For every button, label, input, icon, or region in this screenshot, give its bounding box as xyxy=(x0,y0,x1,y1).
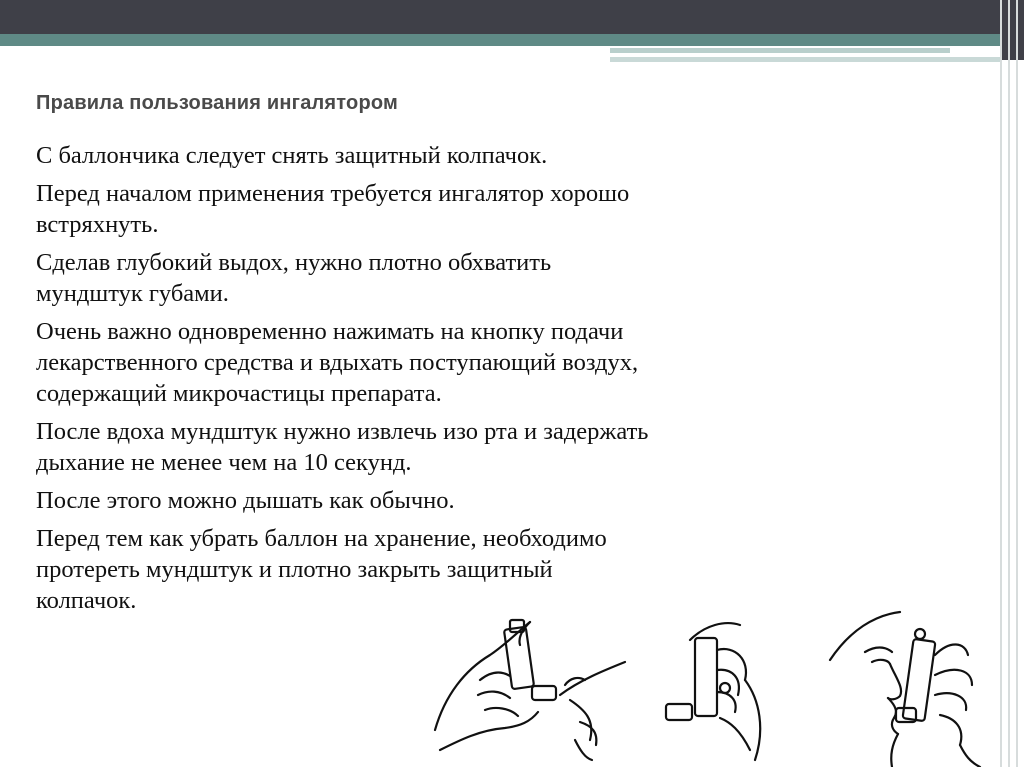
instruction-paragraph-7: Перед тем как убрать баллон на хранение, необходимо протереть мундштук и плотно закрыть защитный колпачок. xyxy=(36,525,607,614)
instruction-paragraph-5: После вдоха мундштук нужно извлечь изо рта и задержать дыхание не менее чем на 10 секунд. xyxy=(36,418,649,476)
inhale-drawing xyxy=(830,612,980,767)
instruction-paragraph-4: Очень важно одновременно нажимать на кнопку подачи лекарственного средства и вдыхать поступающий воздух, содержащий микрочастицы препарата. xyxy=(36,318,639,407)
instruction-paragraph-3: Сделав глубокий выдох, нужно плотно обхватить мундштук губами. xyxy=(36,249,552,307)
header-light-stripe xyxy=(610,48,950,53)
slide-body xyxy=(36,140,656,623)
header-light-stripe-2 xyxy=(610,57,1000,62)
header-accent-stripe xyxy=(0,34,1000,46)
header-band xyxy=(0,0,1024,34)
inhaler-usage-illustration xyxy=(420,600,1024,767)
slide-title: Правила пользования ингалятором xyxy=(36,92,399,114)
instruction-paragraph-6: После этого можно дышать как обычно. xyxy=(36,487,455,514)
shake-inhaler-drawing xyxy=(666,623,760,760)
instruction-paragraph-1: С баллончика следует снять защитный колпачок. xyxy=(36,142,548,169)
remove-cap-drawing xyxy=(435,620,625,760)
instruction-paragraph-2: Перед началом применения требуется ингалятор хорошо встряхнуть. xyxy=(36,180,630,238)
